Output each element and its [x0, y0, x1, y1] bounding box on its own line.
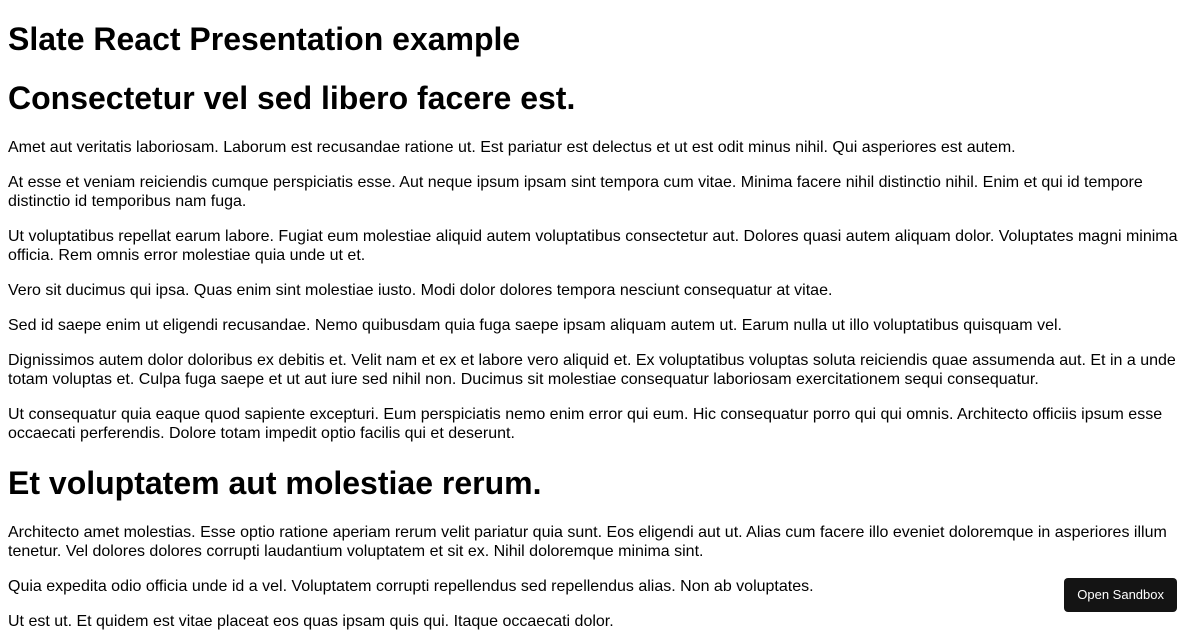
editor-content[interactable]: [0, 21, 1200, 630]
paragraph[interactable]: Architecto amet molestias. Esse optio ratione aperiam rerum velit pariatur quia sunt. Eos eligendi aut ut. Alias cum facere illo eveniet doloremque in asperiores illum tenetur. Vel dolores dolores corrupti laudantium voluptatem et sit ex. Nihil doloremque minima sint.: [8, 524, 1167, 560]
open-sandbox-button[interactable]: Open Sandbox: [1064, 578, 1177, 612]
paragraph[interactable]: Dignissimos autem dolor doloribus ex debitis et. Velit nam et ex et labore vero aliquid et. Ex voluptatibus voluptas soluta reiciendis quae assumenda aut. Et in a unde totam voluptas et. Culpa fuga saepe et ut aut iure sed nihil non. Ducimus sit molestiae consequatur laboriosam exercitationem sequi consequatur.: [8, 352, 1176, 388]
paragraph[interactable]: Ut est ut. Et quidem est vitae placeat eos quas ipsam quis qui. Itaque occaecati dolor.: [8, 613, 614, 630]
paragraph[interactable]: At esse et veniam reiciendis cumque perspiciatis esse. Aut neque ipsum ipsam sint tempora cum vitae. Minima facere nihil distinctio nihil. Enim et qui id tempore distinctio id temporibus nam fuga.: [8, 174, 1143, 210]
paragraph[interactable]: Quia expedita odio officia unde id a vel. Voluptatem corrupti repellendus sed repellendus alias. Non ab voluptates.: [8, 578, 814, 595]
paragraph[interactable]: Vero sit ducimus qui ipsa. Quas enim sint molestiae iusto. Modi dolor dolores tempora nesciunt consequatur at vitae.: [8, 282, 833, 299]
section-heading[interactable]: Consectetur vel sed libero facere est.: [8, 80, 576, 116]
paragraph[interactable]: Ut consequatur quia eaque quod sapiente excepturi. Eum perspiciatis nemo enim error qui eum. Hic consequatur porro qui qui omnis. Architecto officiis ipsum esse occaecati perferendis. Dolore totam impedit optio facilis qui et deserunt.: [8, 406, 1163, 442]
paragraph[interactable]: Sed id saepe enim ut eligendi recusandae. Nemo quibusdam quia fuga saepe ipsam aliquam autem ut. Earum nulla ut illo voluptatibus quisquam vel.: [8, 317, 1062, 334]
section-heading[interactable]: Et voluptatem aut molestiae rerum.: [8, 465, 542, 501]
page-title: Slate React Presentation example: [8, 21, 521, 57]
paragraph[interactable]: Amet aut veritatis laboriosam. Laborum est recusandae ratione ut. Est pariatur est delectus et ut est odit minus nihil. Qui asperiores est autem.: [8, 139, 1016, 156]
paragraph[interactable]: Ut voluptatibus repellat earum labore. Fugiat eum molestiae aliquid autem voluptatibus consectetur aut. Dolores quasi autem aliquam dolor. Voluptates magni minima officia. Rem omnis error molestiae quia unde ut et.: [8, 228, 1178, 264]
